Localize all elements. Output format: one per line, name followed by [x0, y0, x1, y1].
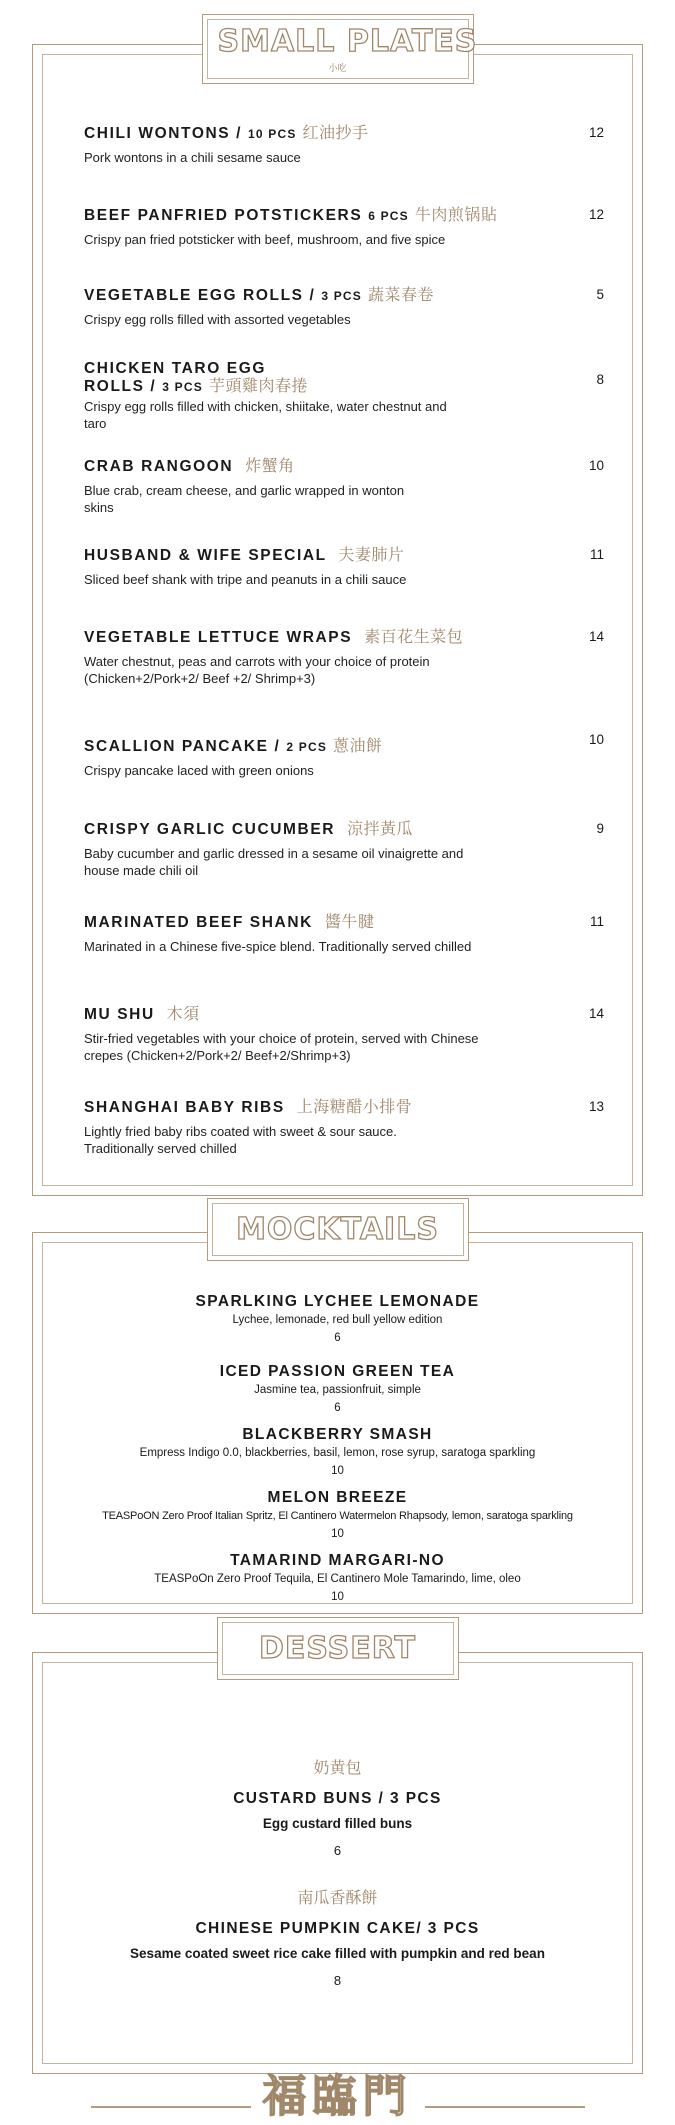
item-price: 5: [596, 287, 604, 302]
menu-item: [84, 360, 604, 432]
item-name: VEGETABLE LETTUCE WRAPS: [84, 629, 353, 646]
item-name: CHILI WONTONS /: [84, 125, 243, 142]
item-chinese-name: 上海糖醋小排骨: [296, 1099, 413, 1116]
dessert-item: [32, 1885, 643, 1988]
item-description: Crispy pan fried potsticker with beef, mushroom, and five spice: [84, 232, 446, 247]
item-name: HUSBAND & WIFE SPECIAL: [84, 547, 327, 564]
small-plates-banner: [202, 14, 478, 84]
item-name: SCALLION PANCAKE /: [84, 738, 281, 755]
menu-item: [84, 125, 604, 166]
mocktail-item: [32, 1426, 643, 1477]
menu-item: [84, 821, 604, 879]
mocktail-name: BLACKBERRY SMASH: [242, 1426, 433, 1443]
menu-item: [84, 1006, 604, 1064]
logo-rule-right: [425, 2106, 585, 2108]
item-pcs: 10 PCS: [247, 127, 297, 141]
item-price: 10: [588, 458, 604, 473]
dessert-chinese-name: 南瓜香酥餅: [297, 1890, 378, 1907]
item-chinese-name: 素百花生菜包: [364, 629, 464, 646]
item-description: Stir-fried vegetables with your choice of protein, served with Chinese crepes (Chicken+2/Pork+2/ Beef+2/Shrimp+3): [84, 1031, 479, 1063]
item-chinese-name: 芋頭雞肉春捲: [208, 378, 308, 395]
item-description: Marinated in a Chinese five-spice blend. Traditionally served chilled: [84, 939, 472, 954]
item-price: 9: [596, 821, 604, 836]
item-description: Crispy pancake laced with green onions: [84, 763, 314, 778]
mocktails-banner: [207, 1198, 469, 1261]
logo-text: 福臨門: [262, 2072, 413, 2121]
dessert-item: [32, 1755, 643, 1858]
logo-rule-left: [91, 2106, 251, 2108]
mocktail-name: TAMARIND MARGARI-NO: [230, 1552, 445, 1569]
mocktail-name: ICED PASSION GREEN TEA: [219, 1363, 456, 1380]
item-chinese-name: 蔬菜春卷: [368, 287, 435, 304]
small-plates-title: SMALL PLATES: [217, 24, 478, 59]
item-pcs: 3 PCS: [321, 289, 362, 303]
dessert-frame-inner: [42, 1662, 633, 2064]
item-name: SHANGHAI BABY RIBS: [84, 1099, 285, 1116]
item-description: Sliced beef shank with tripe and peanuts in a chili sauce: [84, 572, 407, 587]
mocktails-title: MOCKTAILS: [236, 1212, 439, 1247]
menu-item: [84, 914, 604, 955]
mocktail-description: TEASPoON Zero Proof Italian Spritz, El Cantinero Watermelon Rhapsody, lemon, saratoga sparkling: [102, 1510, 573, 1522]
item-name: MU SHU: [84, 1006, 155, 1023]
item-price: 10: [588, 732, 604, 747]
mocktail-description: Empress Indigo 0.0, blackberries, basil, lemon, rose syrup, saratoga sparkling: [139, 1447, 536, 1459]
mocktail-price: 6: [334, 1402, 341, 1414]
item-chinese-name: 红油抄手: [302, 125, 369, 142]
item-price: 11: [589, 914, 604, 929]
item-description: Lightly fried baby ribs coated with sweet & sour sauce. Traditionally served chilled: [84, 1124, 397, 1156]
item-chinese-name: 夫妻肺片: [338, 547, 405, 564]
mocktail-price: 6: [334, 1332, 341, 1344]
item-name: VEGETABLE EGG ROLLS /: [84, 287, 316, 304]
mocktail-description: TEASPoOn Zero Proof Tequila, El Cantinero Mole Tamarindo, lime, oleo: [154, 1573, 521, 1585]
dessert-banner: [217, 1617, 459, 1680]
menu-item: [84, 458, 604, 516]
item-price: 14: [588, 1006, 604, 1021]
item-pcs: 3 PCS: [162, 380, 203, 394]
item-price: 14: [588, 629, 604, 644]
mocktail-price: 10: [331, 1465, 344, 1477]
menu-item: [84, 287, 604, 328]
item-chinese-name: 涼拌黃瓜: [347, 821, 414, 838]
mocktail-name: MELON BREEZE: [267, 1489, 408, 1506]
mocktail-name: SPARLKING LYCHEE LEMONADE: [195, 1293, 480, 1310]
mocktail-description: Jasmine tea, passionfruit, simple: [254, 1384, 421, 1396]
dessert-description: Sesame coated sweet rice cake filled with pumpkin and red bean: [130, 1946, 545, 1961]
menu-item: [84, 1099, 604, 1157]
mocktail-price: 10: [331, 1591, 344, 1603]
dessert-chinese-name: 奶黄包: [313, 1760, 362, 1777]
small-plates-subtitle: 小吃: [328, 63, 347, 73]
item-description: Pork wontons in a chili sesame sauce: [84, 150, 301, 165]
item-pcs: 2 PCS: [286, 740, 328, 754]
dessert-name: CUSTARD BUNS / 3 PCS: [233, 1790, 442, 1807]
item-price: 11: [589, 547, 604, 562]
item-chinese-name: 炸蟹角: [245, 458, 295, 475]
menu-item: [84, 207, 604, 248]
item-description: Crispy egg rolls filled with assorted vegetables: [84, 312, 351, 327]
dessert-name: CHINESE PUMPKIN CAKE/ 3 PCS: [195, 1920, 480, 1937]
item-chinese-name: 木須: [166, 1006, 200, 1023]
mocktail-item: [32, 1293, 643, 1344]
dessert-price: 6: [333, 1843, 342, 1858]
menu-item: [84, 732, 604, 779]
item-name: BEEF PANFRIED POTSTICKERS: [84, 207, 363, 224]
item-name: CRISPY GARLIC CUCUMBER: [84, 821, 336, 838]
mocktail-item: [32, 1363, 643, 1414]
item-chinese-name: 牛肉煎锅貼: [414, 207, 498, 224]
mocktail-description: Lychee, lemonade, red bull yellow edition: [232, 1314, 443, 1326]
item-pcs: 6 PCS: [368, 209, 409, 223]
mocktail-item: [32, 1552, 643, 1603]
item-chinese-name: 蔥油餅: [333, 738, 383, 755]
dessert-description: Egg custard filled buns: [262, 1816, 413, 1831]
item-price: 8: [596, 372, 604, 387]
item-description: Crispy egg rolls filled with chicken, shiitake, water chestnut and taro: [84, 399, 447, 431]
item-price: 12: [588, 125, 604, 140]
mocktail-item: [32, 1489, 643, 1540]
item-name: CRAB RANGOON: [84, 458, 234, 475]
item-price: 12: [588, 207, 604, 222]
item-description: Baby cucumber and garlic dressed in a sesame oil vinaigrette and house made chili oil: [84, 846, 464, 878]
menu-item: [84, 547, 604, 588]
item-name: CHICKEN TARO EGG ROLLS /: [84, 360, 267, 395]
item-price: 13: [588, 1099, 604, 1114]
menu-item: [84, 629, 604, 687]
item-name: MARINATED BEEF SHANK: [84, 914, 313, 931]
dessert-price: 8: [333, 1973, 342, 1988]
item-description: Blue crab, cream cheese, and garlic wrapped in wonton skins: [84, 483, 405, 515]
mocktail-price: 10: [331, 1528, 344, 1540]
item-chinese-name: 醬牛腱: [324, 914, 375, 931]
item-description: Water chestnut, peas and carrots with your choice of protein (Chicken+2/Pork+2/ Beef +2/ Shrimp+3): [84, 654, 430, 686]
restaurant-logo: [0, 2060, 675, 2124]
dessert-title: DESSERT: [259, 1631, 416, 1666]
